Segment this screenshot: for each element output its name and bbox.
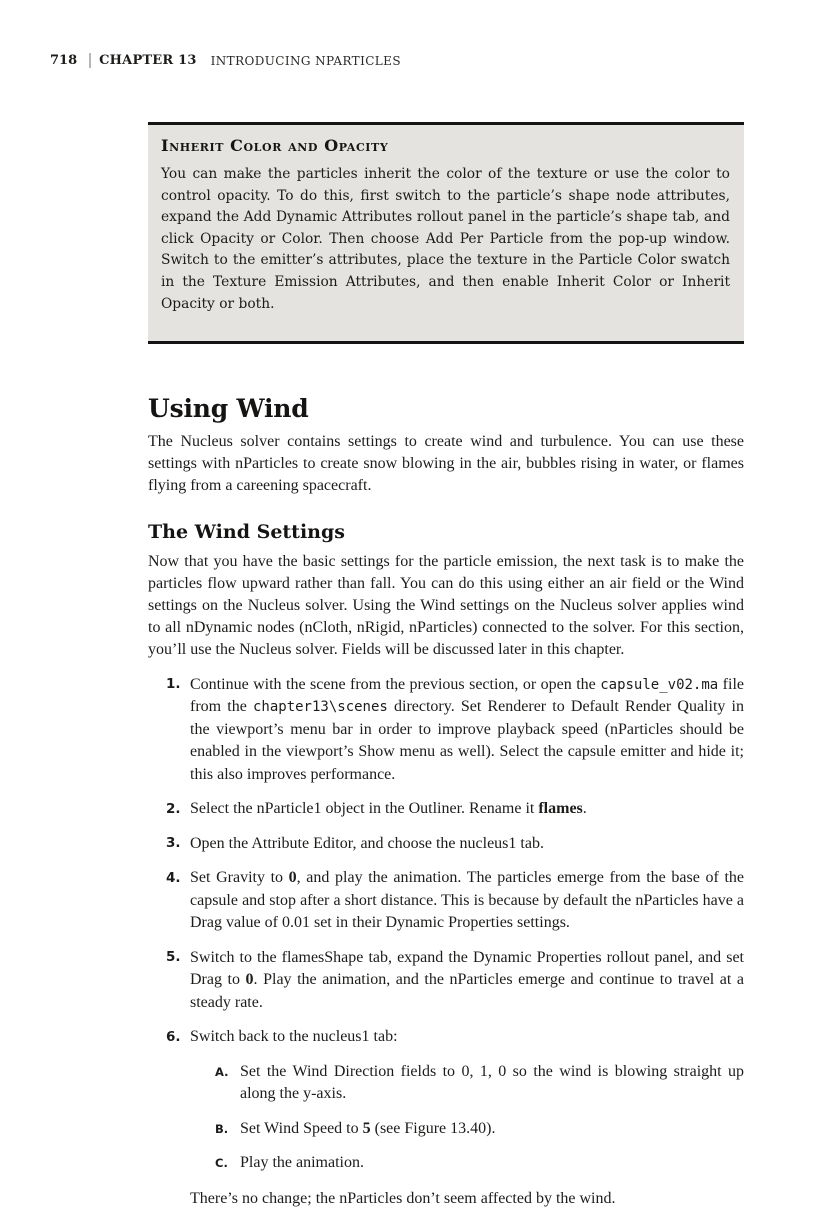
step-5-value-drag: 0 xyxy=(245,971,254,989)
step-1-filename-code: capsule_v02.ma xyxy=(600,676,719,693)
running-head xyxy=(50,53,401,68)
substep-b-value-speed: 5 xyxy=(362,1119,371,1137)
step-3-text xyxy=(190,833,744,856)
substep-a xyxy=(215,1061,744,1106)
substep-a-letter: A. xyxy=(215,1064,229,1079)
step-5 xyxy=(166,947,744,1015)
substep-a-text xyxy=(240,1061,744,1106)
step-5-run-1: Switch to the flamesShape tab, expand the Dynamic Properties rollout panel, and set Drag to xyxy=(190,948,744,989)
step-6-note: There’s no change; the nParticles don’t seem affected by the wind. xyxy=(190,1189,616,1207)
substep-c-run-1: Play the animation. xyxy=(240,1154,364,1172)
page-number: 718 xyxy=(50,53,78,68)
chapter-label: CHAPTER 13 xyxy=(99,53,197,68)
steps-list xyxy=(148,674,744,1210)
step-3 xyxy=(166,833,744,856)
step-4 xyxy=(166,867,744,935)
step-2-number: 2. xyxy=(166,800,181,817)
header-divider xyxy=(89,53,91,68)
substep-b xyxy=(215,1118,744,1141)
step-1-text xyxy=(190,674,744,787)
callout-box xyxy=(148,122,744,344)
step-4-text xyxy=(190,867,744,935)
step-1-run-3: directory. Set Renderer to Default Render Quality in the viewport’s menu bar in order to improve playback speed (nParticles should be enabled in the viewport’s Show menu as well). Select the capsule emitter and hide it; this also improves performance. xyxy=(190,698,744,783)
page-content xyxy=(148,122,744,1210)
step-6-number: 6. xyxy=(166,1028,181,1045)
substep-c xyxy=(215,1152,744,1175)
step-4-number: 4. xyxy=(166,869,181,886)
callout-title: Inherit Color and Opacity xyxy=(161,136,389,155)
step-2-value-flames: flames xyxy=(538,800,583,818)
step-2-text xyxy=(190,798,744,821)
step-2 xyxy=(166,798,744,821)
step-5-number: 5. xyxy=(166,949,181,966)
substep-b-letter: B. xyxy=(215,1121,229,1136)
substep-a-run-1: Set the Wind Direction fields to 0, 1, 0 so the wind is blowing straight up along the y-axis. xyxy=(240,1062,744,1103)
step-6 xyxy=(166,1026,744,1049)
step-6-run-1: Switch back to the nucleus1 tab: xyxy=(190,1028,398,1046)
step-1-number: 1. xyxy=(166,676,181,693)
substep-c-letter: C. xyxy=(215,1156,228,1171)
substep-b-run-1: Set Wind Speed to xyxy=(240,1119,363,1137)
subsection-title: The Wind Settings xyxy=(148,520,345,543)
step-1-run-2: file from the xyxy=(190,675,745,716)
substep-b-run-2: (see Figure 13.40). xyxy=(370,1119,496,1137)
section-title: Using Wind xyxy=(148,393,309,423)
step-4-run-1: Set Gravity to xyxy=(190,869,289,887)
step-5-run-2: . Play the animation, and the nParticles emerge and continue to travel at a steady rate. xyxy=(190,971,744,1011)
step-2-run-1: Select the nParticle1 object in the Outliner. Rename it xyxy=(190,800,539,818)
step-4-run-2: , and play the animation. The particles emerge from the base of the capsule and stop after a short distance. This is because by default the nParticles have a Drag value of 0.01 set in their Dynamic Properties settings. xyxy=(190,869,745,932)
step-3-run-1: Open the Attribute Editor, and choose the nucleus1 tab. xyxy=(190,834,544,852)
step-1 xyxy=(166,674,744,787)
subsection-intro: Now that you have the basic settings for the particle emission, the next task is to make the particles flow upward rather than fall. You can do this using either an air field or the Wind settings on the Nucleus solver. Using the Wind settings on the Nucleus solver applies wind to all nDynamic nodes (nCloth, nRigid, nParticles) connected to the solver. For this section, you’ll use the Nucleus solver. Fields will be discussed later in this chapter. xyxy=(148,552,744,658)
step-2-run-2: . xyxy=(582,800,587,818)
step-6-text xyxy=(190,1026,744,1049)
substep-c-text xyxy=(240,1152,744,1175)
step-5-text xyxy=(190,947,744,1015)
step-1-directory-code: chapter13\scenes xyxy=(252,699,388,716)
callout-body: You can make the particles inherit the color of the texture or use the color to control opacity. To do this, first switch to the particle’s shape node attributes, expand the Add Dynamic Attributes rollout panel in the particle’s shape tab, and click Opacity or Color. Then choose Add Per Particle from the pop-up window. Switch to the emitter’s attributes, place the texture in the Particle Color swatch in the Texture Emission Attributes, and then enable Inherit Color or Inherit Opacity or both. xyxy=(161,166,730,312)
section-intro: The Nucleus solver contains settings to create wind and turbulence. You can use these settings with nParticles to create snow blowing in the air, bubbles rising in water, or flames flying from a careening spacecraft. xyxy=(148,432,744,494)
step-3-number: 3. xyxy=(166,835,181,852)
chapter-title: INTRODUCING NPARTICLES xyxy=(210,53,401,68)
step-4-value-gravity: 0 xyxy=(288,869,297,887)
substep-b-text xyxy=(240,1118,744,1141)
step-1-run-1: Continue with the scene from the previous section, or open the xyxy=(190,675,601,693)
